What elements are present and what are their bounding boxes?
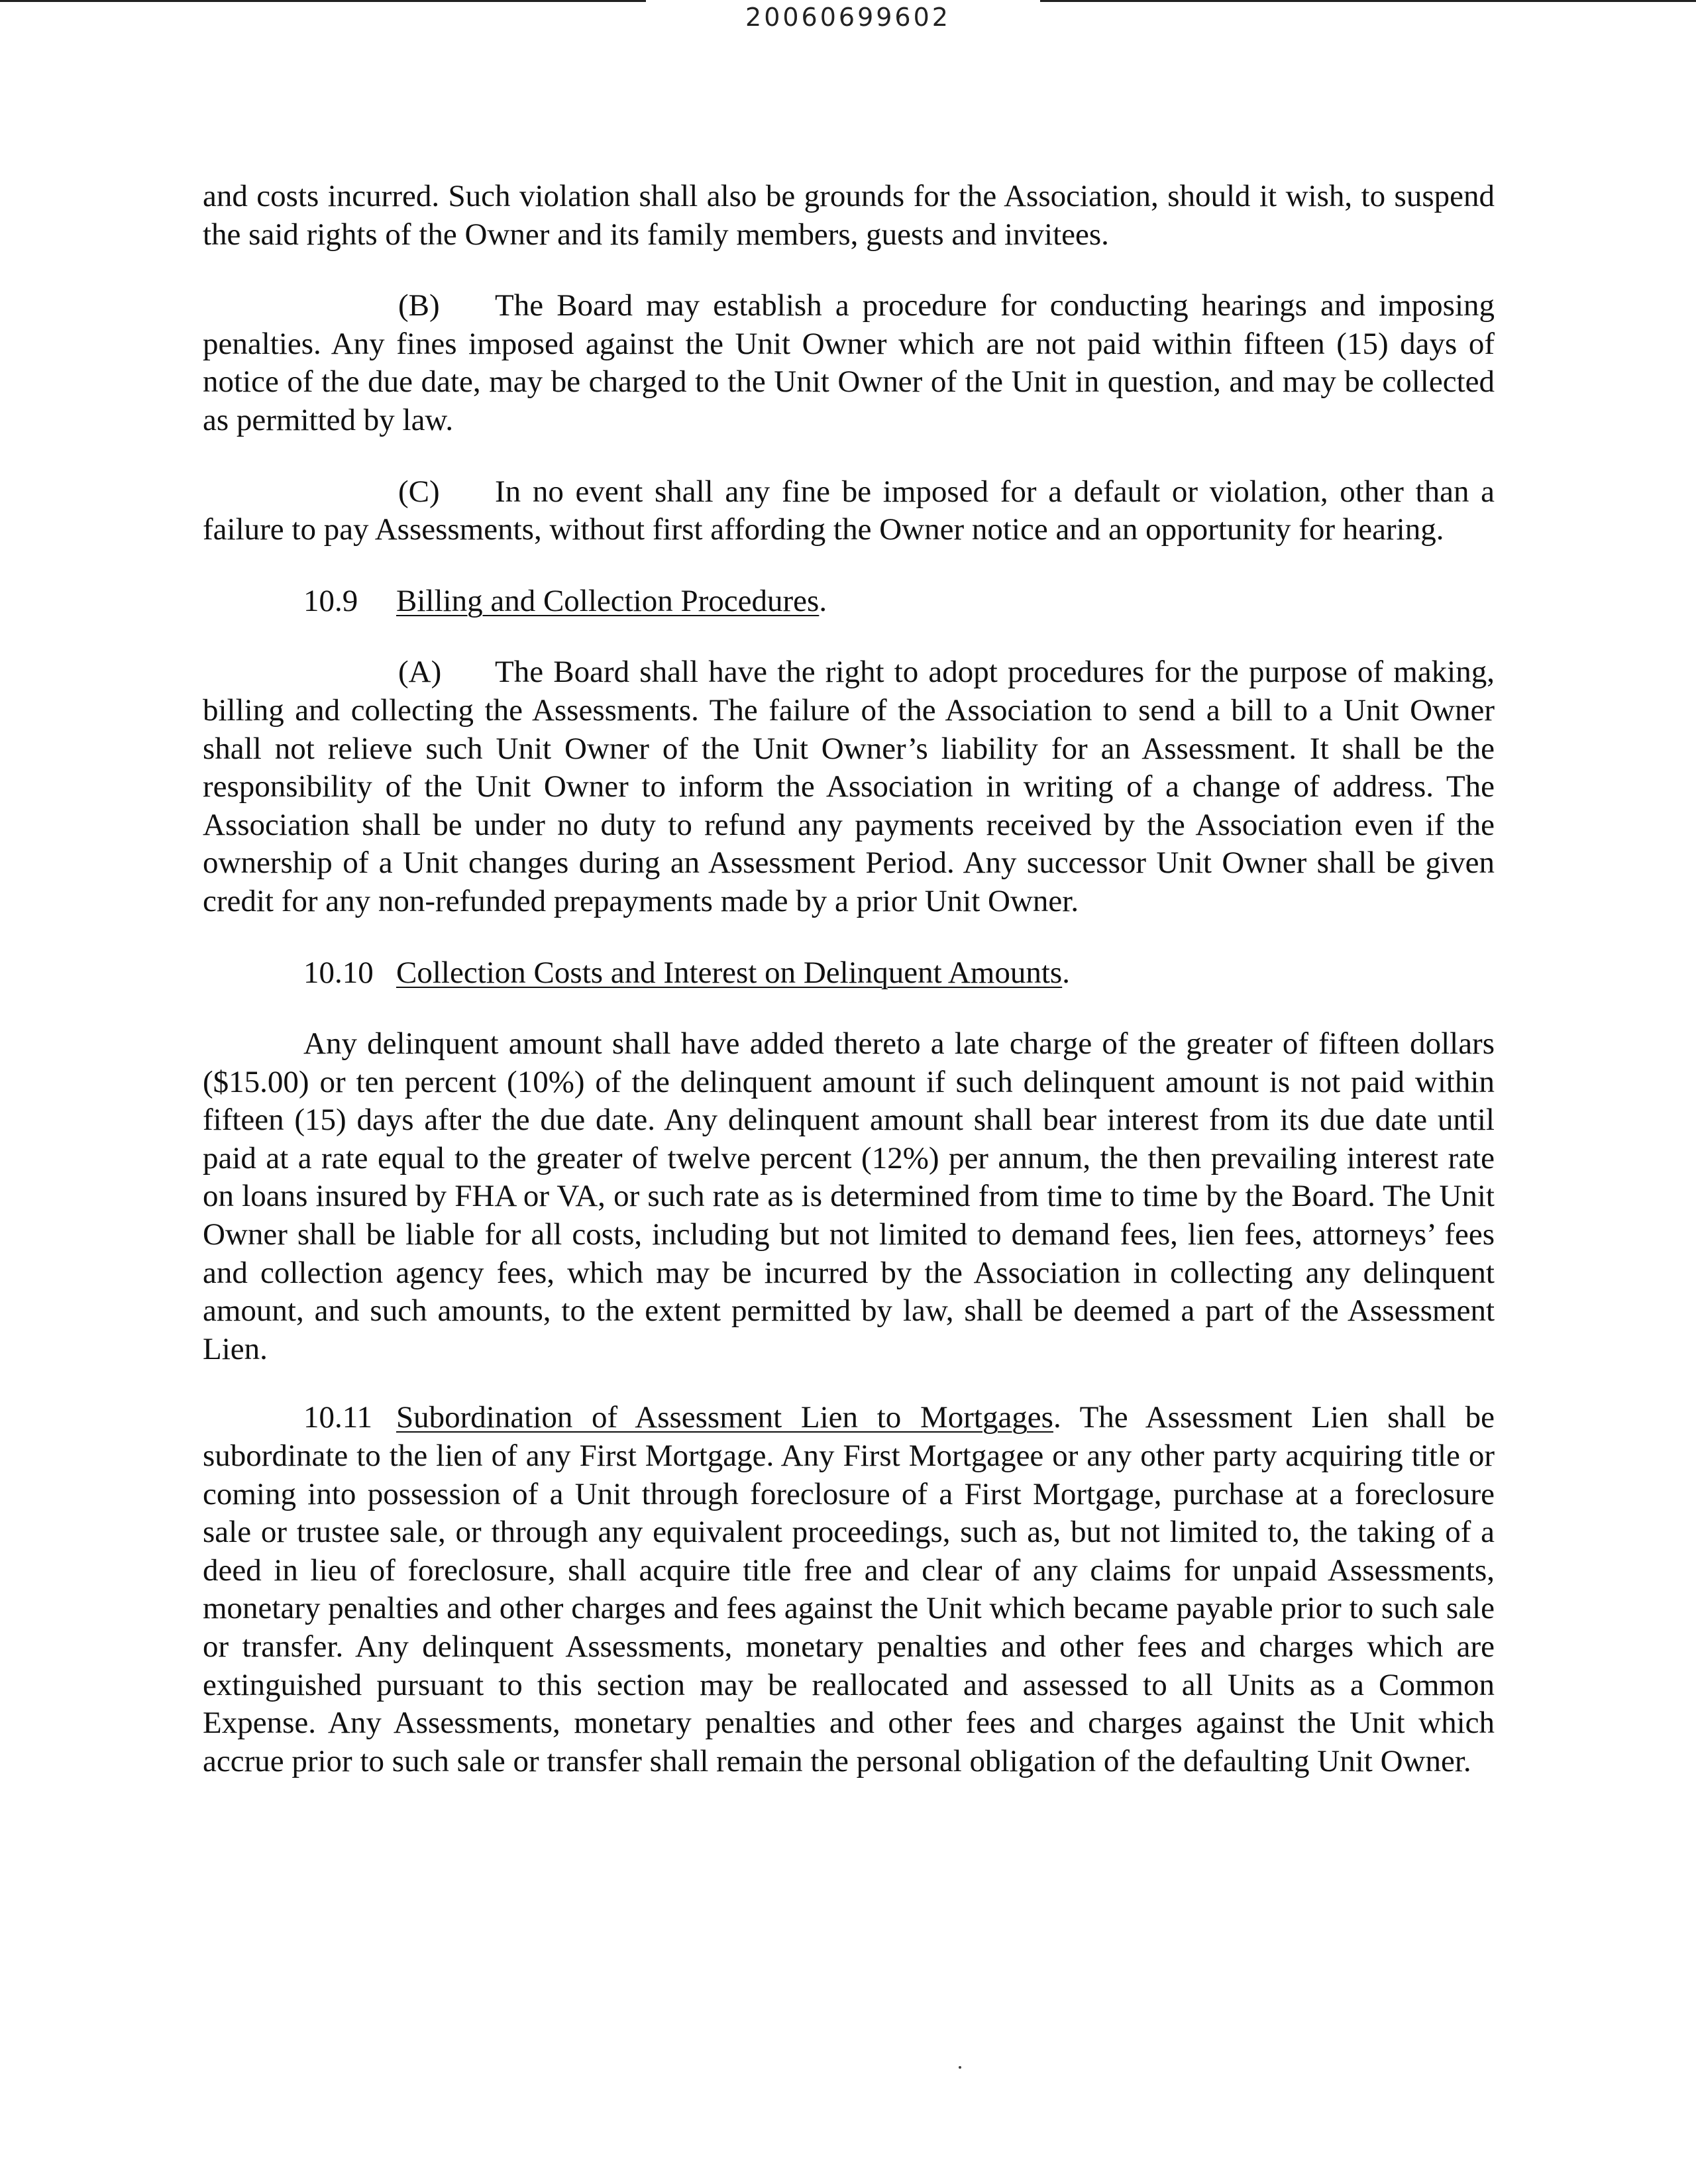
- section-10-10-text: Any delinquent amount shall have added thereto a late charge of the greater of fifteen dollars ($15.00) or ten percent (10%) of the delinquent amount if such delinquent amount is not paid within fifteen (15) days after the due date. Any delinquent amount shall bear interest from its due date until paid at a rate equal to the greater of twelve percent (12%) per annum, the then prevailing interest rate on loans insured by FHA or VA, or such rate as is determined from time to time by the Board. The Unit Owner shall be liable for all costs, including but not limited to demand fees, lien fees, attorneys’ fees and collection agency fees, which may be incurred by the Association in collecting any delinquent amount, and such amounts, to the extent permitted by law, shall be deemed a part of the Assessment Lien.: [203, 1026, 1495, 1366]
- section-10-9-a: [203, 653, 1495, 920]
- section-10-11: 10.11 Subordination of Assessment Lien to Mortgages. The Assessment Lien shall be subordinate to the lien of any First Mortgage. Any First Mortgagee or any other party acquiring title or coming into possession of a Unit through foreclosure of a First Mortgage, purchase at a foreclosure sale or trustee sale, or through any equivalent proceedings, such as, but not limited to, the taking of a deed in lieu of foreclosure, shall acquire title free and clear of any claims for unpaid Assessments, monetary penalties and other charges and fees against the Unit which became payable prior to such sale or transfer. Any delinquent Assessments, monetary penalties and other fees and charges which are extinguished pursuant to this section may be reallocated and assessed to all Units as a Common Expense. Any Assessments, monetary penalties and other fees and charges against the Unit which accrue prior to such sale or transfer shall remain the personal obligation of the defaulting Unit Owner.: [203, 1400, 1495, 1778]
- top-rule-right: [1040, 0, 1696, 2]
- section-10-11-number: 10.11: [303, 1400, 373, 1435]
- section-10-10-number: 10.10: [303, 955, 374, 990]
- page-body: [203, 178, 1495, 1780]
- paragraph-b-label: (B): [398, 288, 440, 323]
- paragraph-b-text: The Board may establish a procedure for conducting hearings and imposing penalties. Any fines imposed against the Unit Owner which are not paid within fifteen (15) days of notice of the due date, may be charged to the Unit Owner of the Unit in question, and may be collected as permitted by law.: [203, 288, 1495, 437]
- top-rule-left: [0, 0, 646, 2]
- section-10-11-title: Subordination of Assessment Lien to Mortgages: [396, 1400, 1053, 1435]
- paragraph-c-label: (C): [398, 474, 440, 509]
- document-number: 20060699602: [745, 3, 951, 32]
- paragraph-intro: and costs incurred. Such violation shall also be grounds for the Association, should it wish, to suspend the said rights of the Owner and its family members, guests and invitees.: [203, 179, 1495, 252]
- paragraph-c: [203, 473, 1495, 549]
- section-10-9-a-label: (A): [398, 655, 442, 690]
- paragraph-c-text: In no event shall any fine be imposed for a default or violation, other than a failure to pay Assessments, without first affording the Owner notice and an opportunity for hearing.: [203, 474, 1495, 547]
- section-10-10-heading: 10.10 Collection Costs and Interest on Delinquent Amounts.: [203, 954, 1495, 993]
- section-10-9-number: 10.9: [303, 583, 358, 618]
- section-10-9-title: Billing and Collection Procedures: [396, 583, 820, 618]
- paragraph-b: [203, 287, 1495, 439]
- scan-speck: [959, 2066, 961, 2069]
- section-10-9-a-text: The Board shall have the right to adopt procedures for the purpose of making, billing and collecting the Assessments. The failure of the Association to send a bill to a Unit Owner shall not relieve such Unit Owner of the Unit Owner’s liability for an Assessment. It shall be the responsibility of the Unit Owner to inform the Association in writing of a change of address. The Association shall be under no duty to refund any payments received by the Association even if the ownership of a Unit changes during an Assessment Period. Any successor Unit Owner shall be given credit for any non-refunded prepayments made by a prior Unit Owner.: [203, 655, 1495, 918]
- section-10-11-text: The Assessment Lien shall be subordinate to the lien of any First Mortgage. Any First Mortgagee or any other party acquiring title or coming into possession of a Unit through foreclosure of a First Mortgage, purchase at a foreclosure sale or trustee sale, or through any equivalent proceedings, such as, but not limited to, the taking of a deed in lieu of foreclosure, shall acquire title free and clear of any claims for unpaid Assessments, monetary penalties and other charges and fees against the Unit which became payable prior to such sale or transfer. Any delinquent Assessments, monetary penalties and other fees and charges which are extinguished pursuant to this section may be reallocated and assessed to all Units as a Common Expense. Any Assessments, monetary penalties and other fees and charges against the Unit which accrue prior to such sale or transfer shall remain the personal obligation of the defaulting Unit Owner.: [203, 1400, 1495, 1778]
- section-10-10-title: Collection Costs and Interest on Delinquent Amounts: [396, 955, 1063, 990]
- section-10-9-heading: 10.9 Billing and Collection Procedures.: [203, 582, 1495, 621]
